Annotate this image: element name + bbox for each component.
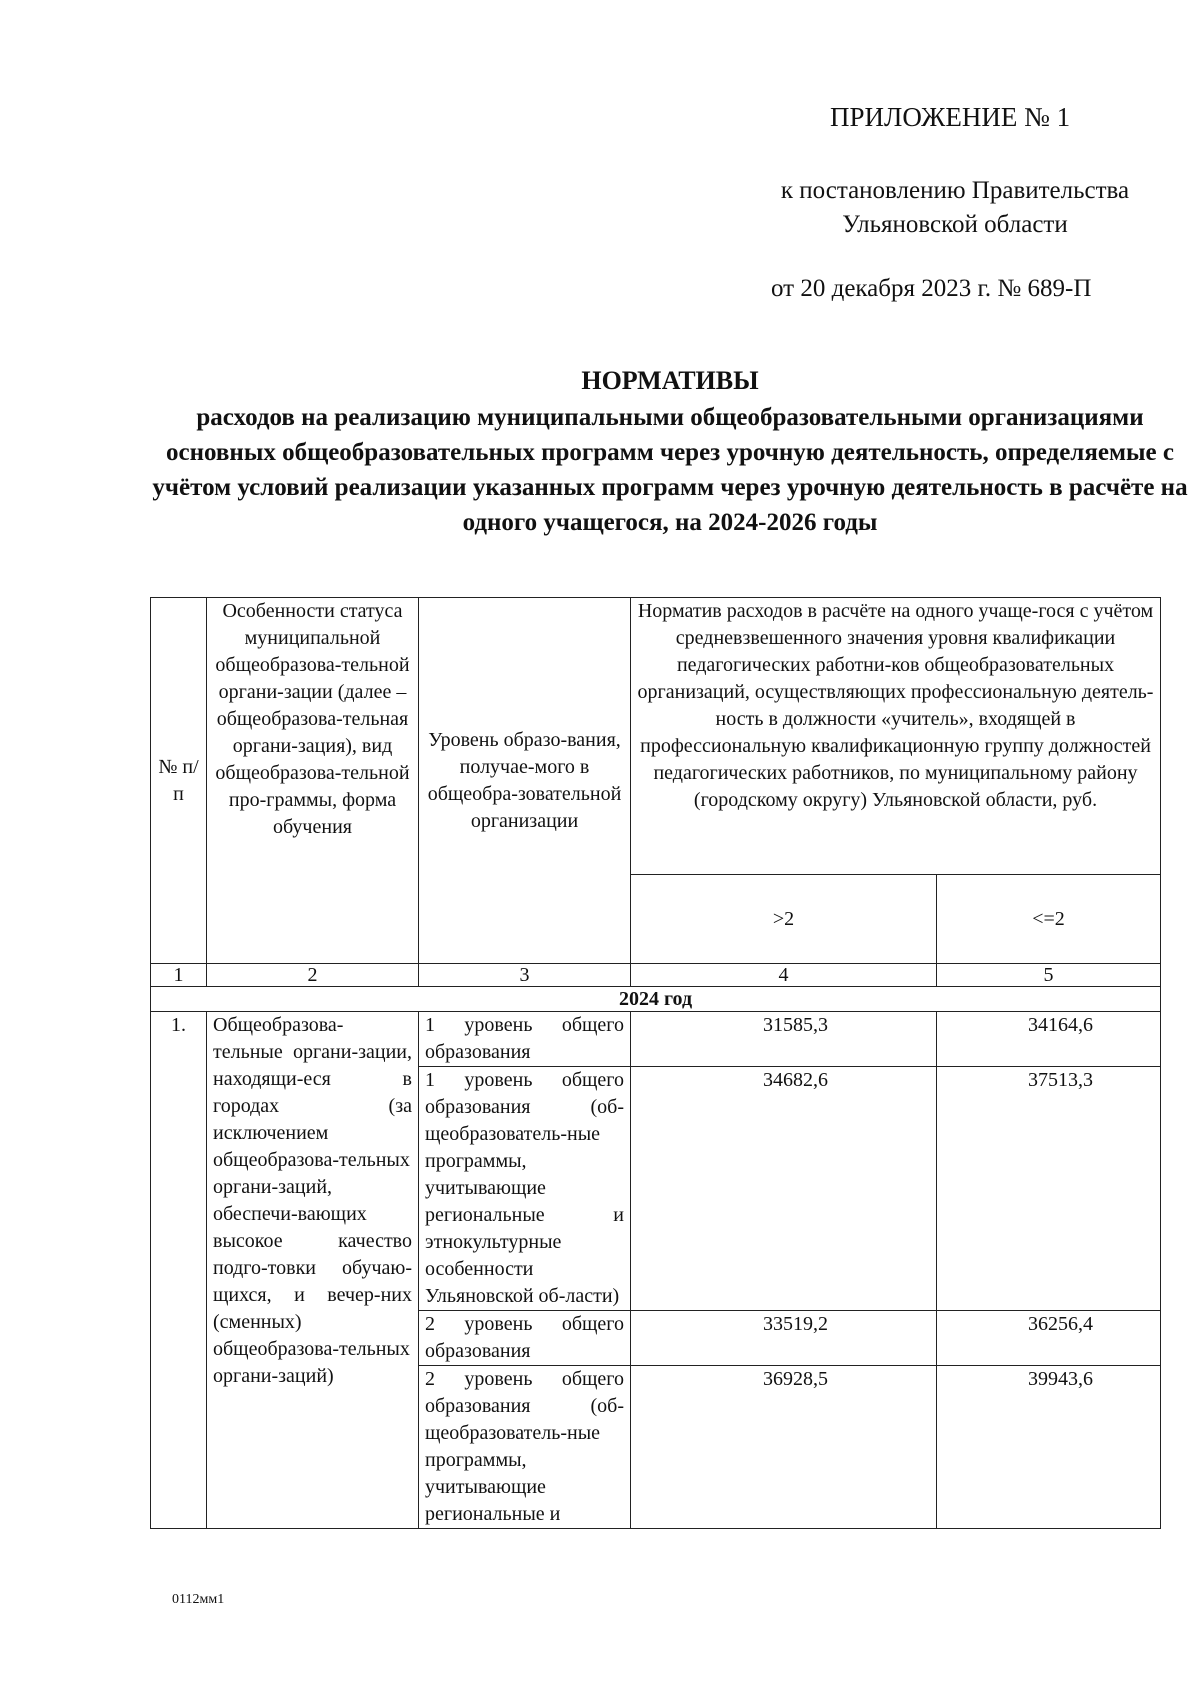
header-org-features: Особенности статуса муниципальной общеобразова-тельной органи-зации (далее – общеобразова-тельная органи-зация), вид общеобразова-тельной про-граммы, форма обучения xyxy=(207,598,419,964)
norm-value-le2: 36256,4 xyxy=(937,1311,1161,1366)
norm-value-gt2: 33519,2 xyxy=(631,1311,937,1366)
header-qualification-gt2: >2 xyxy=(631,875,937,964)
decree-line-1: к постановлению Правительства xyxy=(780,177,1130,204)
header-qualification-le2: <=2 xyxy=(937,875,1161,964)
table-row xyxy=(151,1012,1161,1067)
header-education-level: Уровень образо-вания, получае-мого в общеобра-зовательной организации xyxy=(419,598,631,964)
year-row xyxy=(151,987,1161,1012)
header-norm-description: Норматив расходов в расчёте на одного учаще-гося с учётом средневзвешенного значения уровня квалификации педагогических работни-ков общеобразовательных организаций, осуществляющих профессиональную деятель-ность в должности «учитель», входящей в профессиональную квалификационную группу должностей педагогических работников, по муниципальному району (городскому округу) Ульяновской области, руб. xyxy=(631,598,1161,875)
index-cell: 5 xyxy=(937,964,1161,987)
index-cell: 1 xyxy=(151,964,207,987)
document-title: НОРМАТИВЫ xyxy=(581,366,759,395)
norm-value-le2: 37513,3 xyxy=(937,1067,1161,1311)
norms-table xyxy=(150,597,1161,1529)
norm-value-le2: 39943,6 xyxy=(937,1366,1161,1529)
org-description: Общеобразова-тельные органи-зации, находящи-еся в городах (за исключением общеобразова-тельных органи-заций, обеспечи-вающих высокое качество подго-товки обучаю-щихся, и вечер-них (сменных) общеобразова-тельных органи-заций) xyxy=(207,1012,419,1529)
header-number: № п/п xyxy=(151,598,207,964)
decree-reference xyxy=(740,174,1170,242)
decree-line-2: Ульяновской области xyxy=(842,211,1068,238)
norm-value-gt2: 34682,6 xyxy=(631,1067,937,1311)
footer-code: 0112мм1 xyxy=(172,1592,225,1607)
education-level: 1 уровень общего образования (об-щеобразователь-ные программы, учитывающие региональные и этнокультурные особенности Ульяновской об-ласти) xyxy=(419,1067,631,1311)
decree-date: от 20 декабря 2023 г. № 689-П xyxy=(771,275,1092,302)
norm-value-le2: 34164,6 xyxy=(937,1012,1161,1067)
document-subtitle: расходов на реализацию муниципальными общеобразовательными организациями основных общеобразовательных программ через урочную деятельность, определяемые с учётом условий реализации указанных программ через урочную деятельность в расчёте на одного учащегося, на 2024-2026 годы xyxy=(152,404,1188,536)
norm-value-gt2: 36928,5 xyxy=(631,1366,937,1529)
index-cell: 2 xyxy=(207,964,419,987)
table-index-row xyxy=(151,964,1161,987)
education-level: 1 уровень общего образования xyxy=(419,1012,631,1067)
education-level: 2 уровень общего образования xyxy=(419,1311,631,1366)
index-cell: 4 xyxy=(631,964,937,987)
row-number: 1. xyxy=(151,1012,207,1529)
year-label: 2024 год xyxy=(151,987,1161,1012)
appendix-title: ПРИЛОЖЕНИЕ № 1 xyxy=(830,102,1071,132)
education-level: 2 уровень общего образования (об-щеобразователь-ные программы, учитывающие региональные и xyxy=(419,1366,631,1529)
norm-value-gt2: 31585,3 xyxy=(631,1012,937,1067)
table-header-row xyxy=(151,598,1161,875)
index-cell: 3 xyxy=(419,964,631,987)
